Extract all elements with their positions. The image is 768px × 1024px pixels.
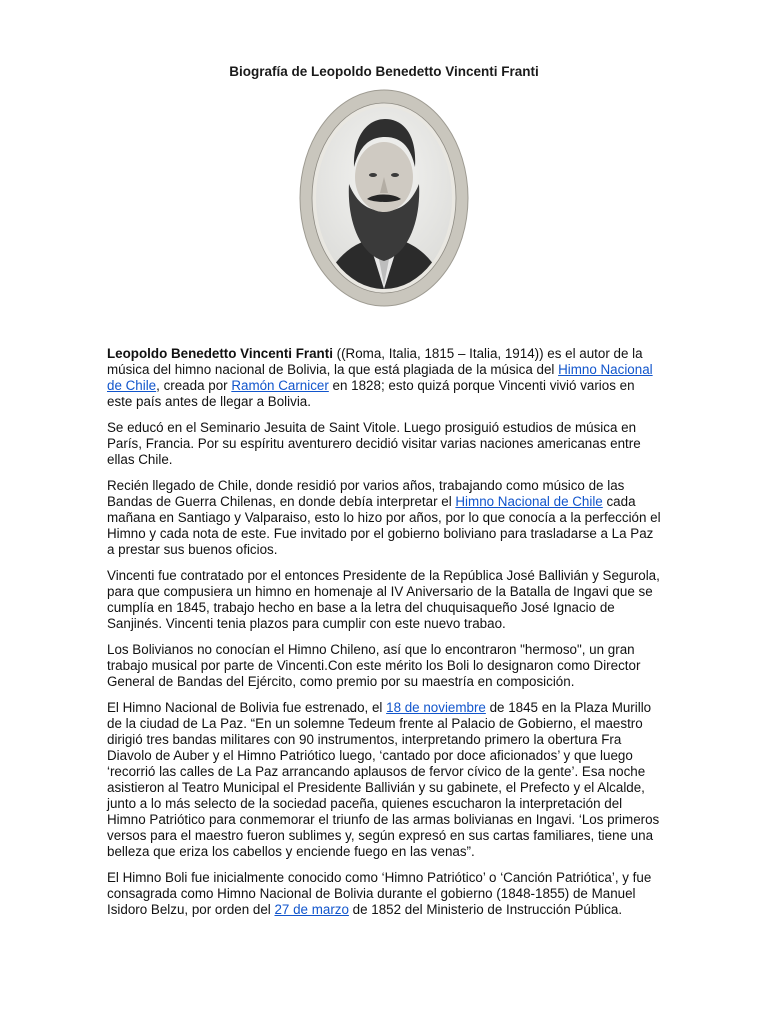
- link-himno-chile-2[interactable]: Himno Nacional de Chile: [455, 494, 603, 509]
- paragraph-premiere: [107, 700, 663, 860]
- link-himno-chile[interactable]: Himno Nacional de Chile: [107, 362, 653, 393]
- paragraph-contract: Vincenti fue contratado por el entonces Presidente de la República José Ballivián y Segurola, para que compusiera un himno en homenaje al IV Aniversario de la Batalla de Ingavi que se cumplía en 1845, trabajo hecho en base a la letra del chuquisaqueño José Ignacio de Sanjinés. Vincenti tenia plazos para cumplir con este nuevo trabao.: [107, 568, 660, 631]
- subject-name: Leopoldo Benedetto Vincenti Franti: [107, 346, 333, 361]
- text-span: cada mañana en Santiago y Valparaiso, esto lo hizo por años, por lo que conocía a la perfección el Himno y cada nota de este. Fue invitado por el gobierno boliviano para trasladarse a La Paz a prestar sus buenos oficios.: [107, 494, 661, 557]
- paragraph-intro: [107, 346, 663, 410]
- paragraph-reception: Los Bolivianos no conocían el Himno Chileno, así que lo encontraron "hermoso", un gran trabajo musical por parte de Vincenti.Con este mérito los Boli lo designaron como Director General de Bandas del Ejército, como premio por su maestría en composición.: [107, 642, 641, 689]
- paragraph-chile: [107, 478, 663, 558]
- portrait-oval-frame: [299, 89, 469, 307]
- paragraph-official: [107, 870, 663, 918]
- paragraph-education: Se educó en el Seminario Jesuita de Saint Vitole. Luego prosiguió estudios de música en París, Francia. Por su espíritu aventurero decidió visitar varias naciones americanas entre ellas Chile.: [107, 420, 641, 467]
- page-title: Biografía de Leopoldo Benedetto Vincenti Franti: [229, 64, 539, 79]
- link-27-marzo[interactable]: 27 de marzo: [274, 902, 349, 917]
- text-span: en 1828; esto quizá porque Vincenti vivió varios en este país antes de llegar a Bolivia.: [107, 378, 635, 409]
- portrait-image: [299, 89, 469, 307]
- text-span: ((Roma, Italia, 1815 – Italia, 1914)) es el autor de la música del himno nacional de Bolivia, la que está plagiada de la música del: [107, 346, 643, 377]
- link-18-noviembre[interactable]: 18 de noviembre: [386, 700, 486, 715]
- text-span: de 1852 del Ministerio de Instrucción Pública.: [348, 902, 623, 917]
- text-span: El Himno Boli fue inicialmente conocido como ‘Himno Patriótico’ o ‘Canción Patriótica’, y fue consagrada como Himno Nacional de Bolivia durante el gobierno (1848-1855) de Manuel Isidoro Belzu, por orden del: [107, 870, 652, 917]
- biography-text: [107, 346, 663, 928]
- text-span: , creada por: [156, 378, 232, 393]
- text-span: El Himno Nacional de Bolivia fue estrenado, el: [107, 700, 387, 715]
- link-ramon-carnicer[interactable]: Ramón Carnicer: [231, 378, 329, 393]
- text-span: de 1845 en la Plaza Murillo de la ciudad de La Paz. “En un solemne Tedeum frente al Palacio de Gobierno, el maestro dirigió tres bandas militares con 90 instrumentos, interpretando primero la obertura Fra Diavolo de Auber y el Himno Patriótico luego, ‘cantado por doce aficionados’ y que luego ‘recorrió las calles de La Paz arrancando aplausos de fervor cívico de la gente’. Esa noche asistieron al Teatro Municipal el Presidente Ballivián y su gabinete, el Prefecto y el Alcalde, junto a lo más selecto de la sociedad paceña, quienes escucharon la interpretación del Himno Patriótico para conmemorar el triunfo de las armas bolivianas en Ingavi. ‘Los primeros versos para el maestro fueron sublimes y, según expresó en sus cartas familiares, tiene una belleza que eriza los cabellos y enciende fuego en las venas”.: [107, 700, 660, 859]
- text-span: Recién llegado de Chile, donde residió por varios años, trabajando como músico de las Bandas de Guerra Chilenas, en donde debía interpretar el: [107, 478, 625, 509]
